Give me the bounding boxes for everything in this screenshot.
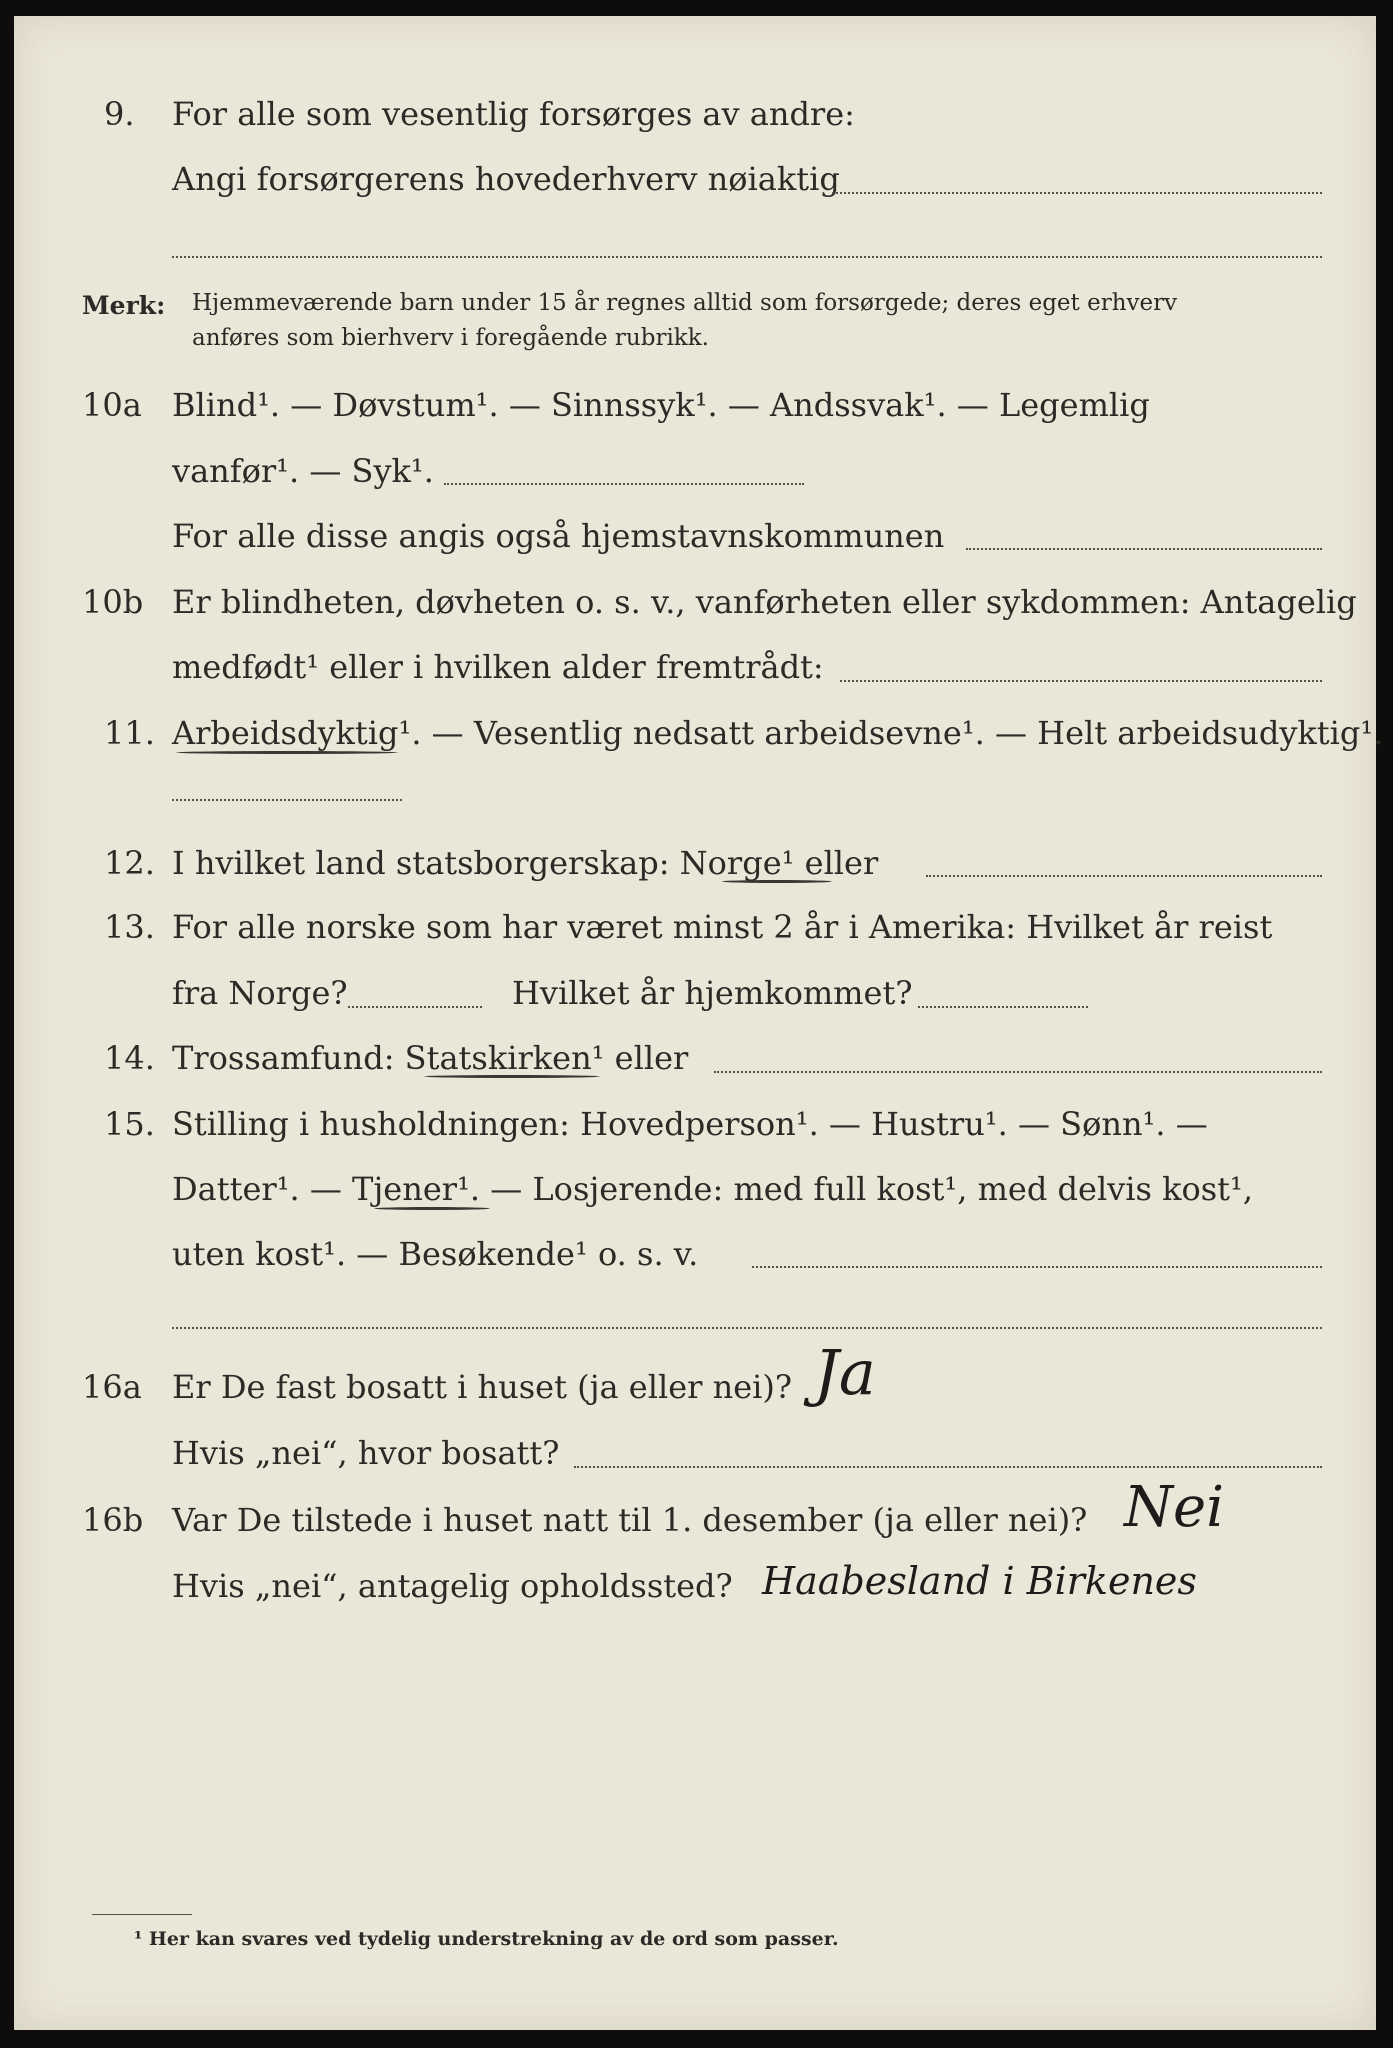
question-15-text-line-3: uten kost¹. — Besøkende¹ o. s. v.	[172, 1235, 699, 1273]
question-12-answer-line[interactable]	[926, 875, 1322, 877]
question-9-answer-line-2[interactable]	[172, 256, 1322, 258]
question-15-number: 15.	[104, 1105, 155, 1143]
question-15-text-line-1: Stilling i husholdningen: Hovedperson¹. — Hustru¹. — Sønn¹. —	[172, 1105, 1208, 1143]
question-13-text-line-1: For alle norske som har været minst 2 år i Amerika: Hvilket år reist	[172, 908, 1273, 946]
question-13-return-line[interactable]	[918, 1006, 1088, 1008]
answer-16b-handwritten: Nei	[1124, 1475, 1225, 1540]
question-10b-answer-line[interactable]	[840, 680, 1322, 682]
question-10a-number: 10a	[82, 386, 142, 424]
question-14-answer-line[interactable]	[714, 1071, 1322, 1073]
underline-arbeidsdyktig	[176, 751, 398, 754]
question-12-number: 12.	[104, 844, 155, 882]
question-13-return-label: Hvilket år hjemkommet?	[512, 974, 913, 1012]
question-10a-text-line-3: For alle disse angis også hjemstavnskommunen	[172, 517, 945, 555]
question-9-text: For alle som vesentlig forsørges av andre:	[172, 95, 855, 133]
question-16a-text-line-2: Hvis „nei“, hvor bosatt?	[172, 1434, 560, 1472]
question-10b-number: 10b	[82, 583, 144, 621]
question-16a-residence-line[interactable]	[574, 1466, 1322, 1468]
question-10a-text-line-2: vanfør¹. — Syk¹.	[172, 452, 434, 490]
question-10b-text-line-2: medfødt¹ eller i hvilken alder fremtrådt:	[172, 648, 824, 686]
question-10b-text-line-1: Er blindheten, døvheten o. s. v., vanførheten eller sykdommen: Antagelig	[172, 583, 1357, 621]
question-12-text: I hvilket land statsborgerskap: Norge¹ eller	[172, 844, 879, 882]
question-16a-text: Er De fast bosatt i huset (ja eller nei)?	[172, 1368, 793, 1406]
underline-norge	[722, 880, 832, 883]
question-13-number: 13.	[104, 908, 155, 946]
note-text-line-1: Hjemmeværende barn under 15 år regnes alltid som forsørgede; deres eget erhverv	[192, 290, 1178, 316]
question-16a-number: 16a	[82, 1368, 142, 1406]
question-10a-text-line-1: Blind¹. — Døvstum¹. — Sinnssyk¹. — Andssvak¹. — Legemlig	[172, 386, 1150, 424]
question-16b-text-line-2: Hvis „nei“, antagelig opholdssted?	[172, 1567, 733, 1605]
question-11-text: Arbeidsdyktig¹. — Vesentlig nedsatt arbeidsevne¹. — Helt arbeidsudyktig¹.	[172, 714, 1384, 752]
question-11-number: 11.	[104, 714, 155, 752]
answer-16a-handwritten: Ja	[814, 1336, 876, 1409]
note-text-line-2: anføres som bierhverv i foregående rubrikk.	[192, 325, 709, 351]
answer-16b-location-handwritten: Haabesland i Birkenes	[762, 1559, 1197, 1603]
question-15-text-line-2: Datter¹. — Tjener¹. — Losjerende: med full kost¹, med delvis kost¹,	[172, 1170, 1254, 1208]
question-10a-municipality-line[interactable]	[966, 548, 1322, 550]
underline-statskirken	[424, 1075, 600, 1078]
question-9-answer-line[interactable]	[832, 192, 1322, 194]
question-11-answer-line[interactable]	[172, 799, 402, 801]
question-16b-number: 16b	[82, 1501, 144, 1539]
footnote-text: ¹ Her kan svares ved tydelig understrekning av de ord som passer.	[134, 1928, 839, 1950]
question-16b-text: Var De tilstede i huset natt til 1. desember (ja eller nei)?	[172, 1501, 1088, 1539]
question-9-provider-label: Angi forsørgerens hovederhverv nøiaktig	[172, 160, 840, 198]
footnote-rule	[92, 1914, 192, 1915]
question-10a-answer-line[interactable]	[444, 483, 804, 485]
question-14-number: 14.	[104, 1039, 155, 1077]
underline-tjener	[374, 1207, 490, 1210]
question-9-number: 9.	[104, 95, 135, 133]
census-form-page	[14, 16, 1384, 2030]
question-15-answer-line-2[interactable]	[172, 1327, 1322, 1329]
question-13-departure-line[interactable]	[348, 1006, 482, 1008]
question-15-answer-line[interactable]	[752, 1266, 1322, 1268]
question-14-text: Trossamfund: Statskirken¹ eller	[172, 1039, 689, 1077]
question-13-departure-label: fra Norge?	[172, 974, 348, 1012]
note-label: Merk:	[82, 291, 166, 320]
